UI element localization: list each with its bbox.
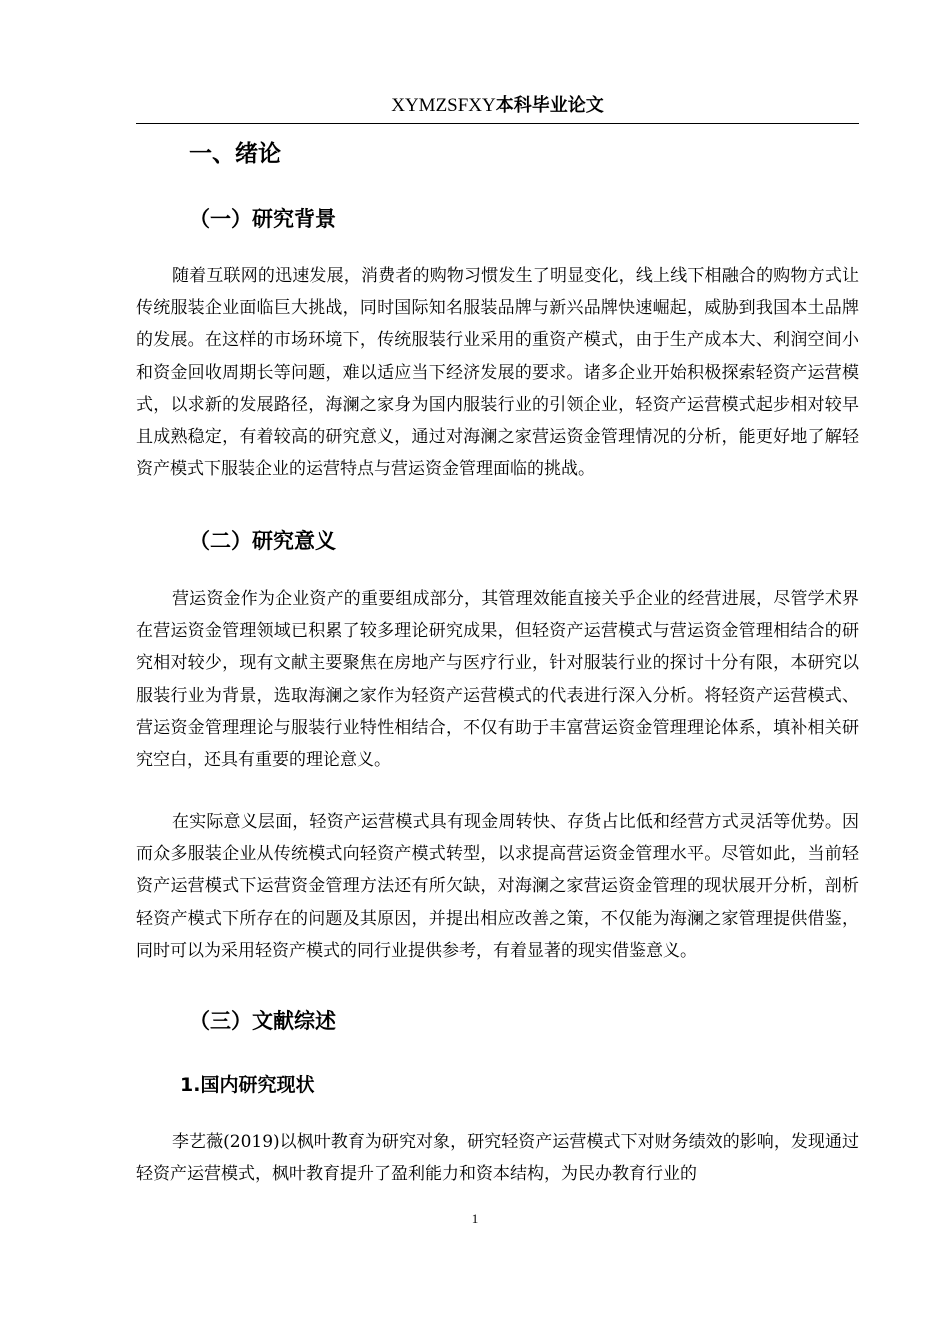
paragraph-significance-2: 在实际意义层面，轻资产运营模式具有现金周转快、存货占比低和经营方式灵活等优势。因而众多服装企业从传统模式向轻资产模式转型，以求提高营运资金管理水平。尽管如此，当前轻资产运营模式下运营资金管理方法还有所欠缺，对海澜之家营运资金管理的现状展开分析，剖析轻资产模式下所存在的问题及其原因，并提出相应改善之策，不仅能为海澜之家管理提供借鉴，同时可以为采用轻资产模式的同行业提供参考，有着显著的现实借鉴意义。 [136, 812, 859, 961]
running-header [136, 92, 859, 122]
subsection-title-domestic: 1.国内研究现状 [180, 1074, 315, 1096]
header-latin: XYMZSFXY [391, 95, 496, 116]
section-title-background: （一）研究背景 [189, 207, 336, 231]
section-title-significance: （二）研究意义 [189, 529, 336, 553]
paragraph-significance-1: 营运资金作为企业资产的重要组成部分，其管理效能直接关乎企业的经营进展，尽管学术界在营运资金管理领域已积累了较多理论研究成果，但轻资产运营模式与营运资金管理相结合的研究相对较少，现有文献主要聚焦在房地产与医疗行业，针对服装行业的探讨十分有限，本研究以服装行业为背景，选取海澜之家作为轻资产运营模式的代表进行深入分析。将轻资产运营模式、营运资金管理理论与服装行业特性相结合，不仅有助于丰富营运资金管理理论体系，填补相关研究空白，还具有重要的理论意义。 [136, 589, 859, 771]
paragraph-background-1: 随着互联网的迅速发展，消费者的购物习惯发生了明显变化，线上线下相融合的购物方式让传统服装企业面临巨大挑战，同时国际知名服装品牌与新兴品牌快速崛起，威胁到我国本土品牌的发展。在这样的市场环境下，传统服装行业采用的重资产模式，由于生产成本大、利润空间小和资金回收周期长等问题，难以适应当下经济发展的要求。诸多企业开始积极探索轻资产运营模式，以求新的发展路径，海澜之家身为国内服装行业的引领企业，轻资产运营模式起步相对较早且成熟稳定，有着较高的研究意义，通过对海澜之家营运资金管理情况的分析，能更好地了解轻资产模式下服装企业的运营特点与营运资金管理面临的挑战。 [136, 266, 859, 480]
paragraph-domestic-1: 李艺薇(2019)以枫叶教育为研究对象，研究轻资产运营模式下对财务绩效的影响，发现通过轻资产运营模式，枫叶教育提升了盈利能力和资本结构，为民办教育行业的 [136, 1132, 859, 1185]
section-title-literature: （三）文献综述 [189, 1009, 336, 1033]
header-rule [136, 123, 859, 124]
chapter-title: 一、绪论 [189, 141, 281, 167]
header-chinese: 本科毕业论文 [495, 95, 604, 116]
page-number: 1 [471, 1211, 479, 1226]
